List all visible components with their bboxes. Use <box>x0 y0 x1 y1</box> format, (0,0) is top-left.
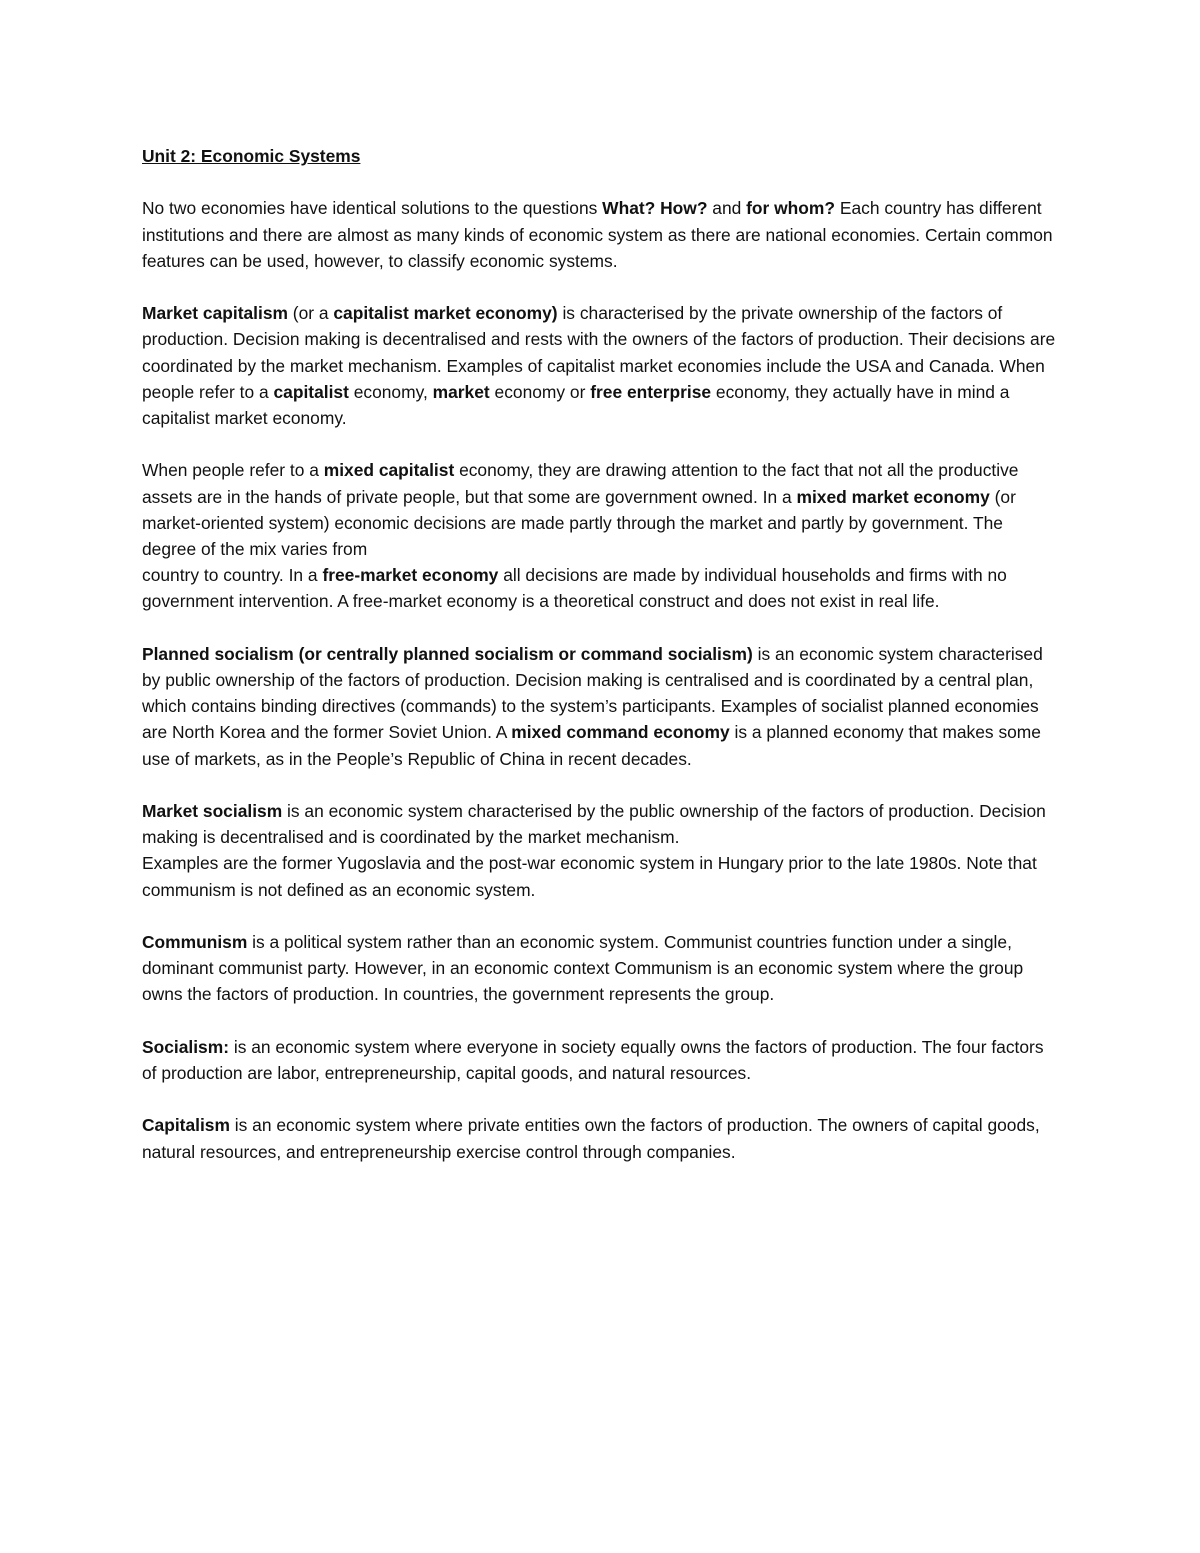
paragraph-text: is an economic system where everyone in society equally owns the factors of production. The four factors of production are labor, entrepreneurship, capital goods, and natural resources. <box>142 1036 1044 1083</box>
bold-term: What? How? <box>602 198 708 219</box>
paragraph <box>142 1112 1060 1164</box>
paragraph-text: economy, <box>348 381 433 402</box>
paragraph-text: is characterised by the private ownership of the factors of production. Decision making is decentralised and rests with the owners of the factors of production. Their decisions are coordinated by the market mechanism. Examples of capitalist market economies include the USA and Canada. When people refer to a <box>142 303 1056 402</box>
bold-term: market <box>432 381 490 402</box>
bold-term: mixed market economy <box>796 486 990 507</box>
document-title: Unit 2: Economic Systems <box>142 146 361 166</box>
paragraph-text: Examples are the former Yugoslavia and the post-war economic system in Hungary prior to the late 1980s. Note that communism is not defined as an economic system. <box>142 853 1037 900</box>
paragraph-text: When people refer to a <box>142 460 324 481</box>
paragraph-text: country to country. In a <box>142 565 323 586</box>
paragraph-text: all decisions are made by individual households and firms with no government intervention. A free-market economy is a theoretical construct and does not exist in real life. <box>142 565 1007 612</box>
bold-term: Market capitalism <box>142 303 288 324</box>
bold-term: capitalist market economy) <box>333 303 558 324</box>
bold-term: capitalist <box>273 381 349 402</box>
paragraph-text: Each country has different institutions and there are almost as many kinds of economic system as there are national economies. Certain common features can be used, however, to classify economic systems. <box>142 198 1053 271</box>
paragraph <box>142 195 1060 274</box>
bold-term: Planned socialism (or centrally planned socialism or command socialism) <box>142 643 753 664</box>
paragraph-text: economy, they actually have in mind a capitalist market economy. <box>142 381 1010 428</box>
paragraph <box>142 1034 1060 1086</box>
bold-term: mixed capitalist <box>323 460 455 481</box>
paragraph-text: is an economic system characterised by public ownership of the factors of production. Decision making is centralised and is coordinated by a central plan, which contains binding directives (commands) to the system’s participants. Examples of socialist planned economies are North Korea and the former Soviet Union. A <box>142 643 1043 743</box>
paragraph <box>142 300 1060 431</box>
paragraph-text: (or a <box>287 303 334 324</box>
paragraph <box>142 457 1060 614</box>
paragraph-text: economy, they are drawing attention to the fact that not all the productive assets are in the hands of private people, but that some are government owned. In a <box>142 460 1019 507</box>
bold-term: Capitalism <box>142 1115 230 1136</box>
paragraph-text: is a political system rather than an economic system. Communist countries function under a single, dominant communist party. However, in an economic context Communism is an economic system where the group owns the factors of production. In countries, the government represents the group. <box>142 932 1024 1005</box>
paragraph-text: (or market-oriented system) economic decisions are made partly through the market and partly by government. The degree of the mix varies from <box>142 486 1016 559</box>
paragraph <box>142 641 1060 772</box>
bold-term: Communism <box>142 932 248 952</box>
paragraph <box>142 929 1060 1008</box>
bold-term: free enterprise <box>590 381 712 402</box>
bold-term: Market socialism <box>142 801 283 821</box>
bold-term: mixed command economy <box>511 722 730 743</box>
paragraph-text: is an economic system where private entities own the factors of production. The owners of capital goods, natural resources, and entrepreneurship exercise control through companies. <box>142 1115 1040 1162</box>
document-body <box>142 195 1060 1164</box>
paragraph-text: and <box>707 198 747 219</box>
bold-term: Socialism: <box>142 1036 229 1057</box>
paragraph-text: economy or <box>489 381 591 402</box>
paragraph-text: is a planned economy that makes some use of markets, as in the People’s Republic of China in recent decades. <box>142 722 1041 769</box>
bold-term: free-market economy <box>322 565 499 586</box>
paragraph-text: No two economies have identical solutions to the questions <box>142 198 603 219</box>
paragraph <box>142 798 1060 903</box>
paragraph-text: is an economic system characterised by the public ownership of the factors of production. Decision making is decentralised and is coordinated by the market mechanism. <box>142 801 1046 848</box>
bold-term: for whom? <box>746 198 836 219</box>
